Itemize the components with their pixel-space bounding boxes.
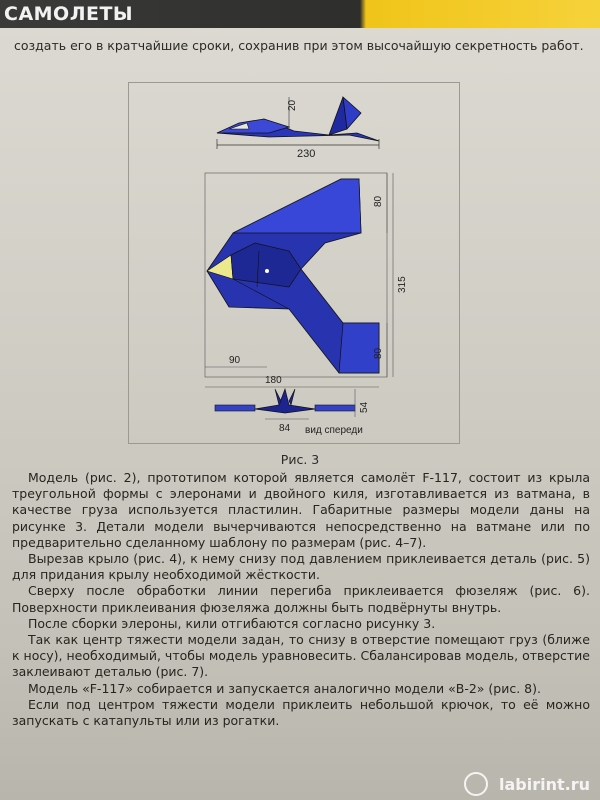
dim-total-length: 315 — [397, 276, 408, 293]
paragraph: Вырезав крыло (рис. 4), к нему снизу под давлением приклеивается деталь (рис. 5) для придания крылу необходимой жёсткости. — [12, 551, 590, 583]
front-view-label: вид спереди — [305, 425, 363, 436]
dim-span-half: 180 — [265, 375, 282, 386]
paragraph: Сверху после обработки линии перегиба приклеивается фюзеляж (рис. 6). Поверхности приклеивания фюзеляжа должны быть подвёрнуты внутрь. — [12, 583, 590, 615]
dim-inner-width: 90 — [229, 355, 241, 366]
body-text — [12, 470, 590, 729]
dim-side-height: 20 — [287, 99, 298, 111]
figure-frame — [128, 82, 460, 444]
dim-wing-tip-top: 80 — [373, 195, 384, 207]
paragraph: Если под центром тяжести модели приклеить небольшой крючок, то её можно запускать с катапульты или из рогатки. — [12, 696, 590, 729]
top-view — [205, 173, 408, 387]
watermark-logo-icon — [464, 772, 488, 796]
chapter-header-bar — [0, 0, 600, 28]
dim-front-height: 54 — [359, 401, 370, 413]
figure-caption: Рис. 3 — [280, 452, 320, 467]
watermark: labirint.ru — [499, 775, 590, 794]
paragraph: После сборки элероны, кили отгибаются согласно рисунку 3. — [28, 615, 436, 631]
paragraph: Модель «F-117» собирается и запускается аналогично модели «B-2» (рис. 8). — [28, 680, 541, 696]
airplane-drawing — [129, 83, 459, 443]
dim-front-width: 84 — [279, 423, 291, 434]
chapter-title: САМОЛЕТЫ — [4, 3, 134, 25]
intro-text: создать его в кратчайшие сроки, сохранив при этом высочайшую секретность работ. — [14, 38, 584, 53]
paragraph: Модель (рис. 2), прототипом которой является самолёт F-117, состоит из крыла треугольной формы с элеронами и двойного киля, изготавливается из ватмана, в качестве груза используется пластилин. Габаритные размеры модели даны на рисунке 3. Детали модели вычерчиваются непосредственно на ватмане или по предварительно сделанному шаблону по размерам (рис. 4–7). — [12, 470, 590, 550]
dim-wing-tip-bottom: 80 — [373, 347, 384, 359]
side-view — [217, 97, 379, 160]
paragraph: Так как центр тяжести модели задан, то снизу в отверстие помещают груз (ближе к носу), необходимый, чтобы модель уравновесить. Сбалансировав модель, отверстие заклеивают деталью (рис. 7). — [12, 632, 590, 680]
front-view — [215, 389, 370, 436]
dim-side-length: 230 — [297, 148, 316, 160]
